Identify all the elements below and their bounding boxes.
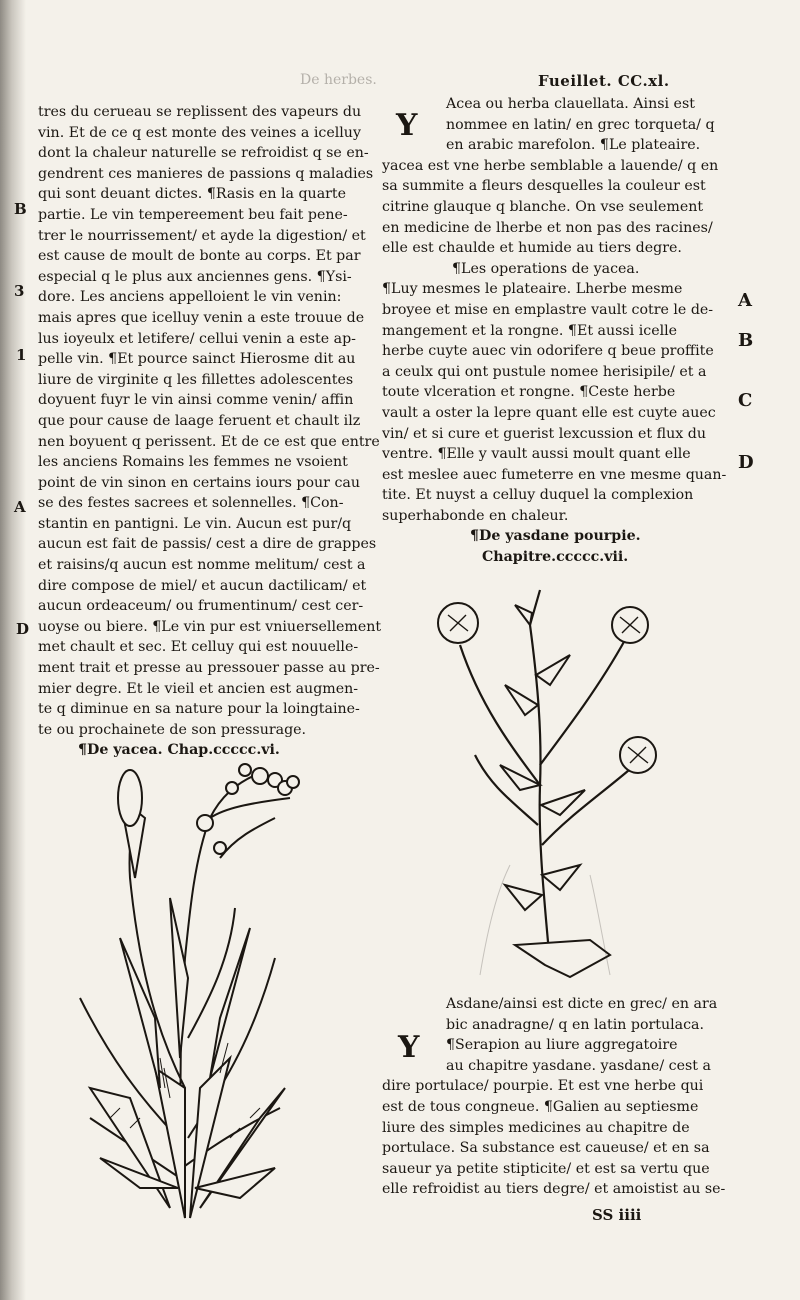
text-line: liure de virginite q les fillettes adolescentes [38, 371, 354, 388]
text-line: especial q le plus aux anciennes gens. ¶Ysi- [38, 268, 352, 285]
page-gutter-shadow [0, 0, 26, 1300]
text-line: au chapitre yasdane. yasdane/ cest a [446, 1057, 711, 1074]
text-line: trer le nourrissement/ et ayde la digestion/ et [38, 227, 366, 244]
drop-initial: Y [398, 1030, 420, 1065]
text-line: est de tous congneue. ¶Galien au septiesme [382, 1098, 699, 1115]
text-line: herbe cuyte auec vin odorifere q beue proffite [382, 343, 714, 360]
text-line: gendrent ces manieres de passions q maladies [38, 165, 374, 182]
text-line: yacea est vne herbe semblable a lauende/ q en [382, 157, 719, 174]
text-line: et raisins/q aucun est nomme melitum/ cest a [38, 557, 366, 574]
text-line: que pour cause de laage feruent et chault ilz [38, 412, 361, 429]
text-line: te q diminue en sa nature pour la loingtaine- [38, 701, 360, 718]
margin-note: D [16, 620, 30, 638]
text-line: nommee en latin/ en grec torqueta/ q [446, 116, 715, 133]
chapter-heading: ¶De yacea. Chap.ccccc.vi. [78, 742, 280, 759]
section-heading: ¶Les operations de yacea. [452, 260, 640, 277]
text-line: broyee et mise en emplastre vault cotre le de- [382, 301, 714, 318]
text-line: les anciens Romains les femmes ne vsoient [38, 454, 348, 471]
text-line: vin. Et de ce q est monte des veines a icelluy [38, 124, 361, 141]
text-line: vin/ et si cure et guerist lexcussion et flux du [382, 425, 706, 442]
running-title-faint: De herbes. [300, 72, 377, 88]
text-line: dire portulace/ pourpie. Et est vne herbe qui [382, 1078, 704, 1095]
margin-note: B [14, 200, 27, 218]
right-lower-text [382, 994, 730, 1200]
yacea-plant-woodcut [60, 758, 310, 1228]
text-line: ventre. ¶Elle y vault aussi moult quant elle [382, 446, 691, 463]
text-line: tres du cerueau se replissent des vapeurs du [38, 104, 362, 120]
text-line: Acea ou herba clauellata. Ainsi est [446, 96, 695, 112]
text-line: doyuent fuyr le vin ainsi comme venin/ affin [38, 392, 354, 409]
text-line: aucun est fait de passis/ cest a dire de grappes [38, 536, 377, 553]
margin-letter-b: B [738, 330, 754, 351]
text-line: saueur ya petite stipticite/ et est sa vertu que [382, 1160, 710, 1177]
left-column-text [38, 102, 382, 761]
text-line: a ceulx qui ont pustule nomee herisipile/ et a [382, 363, 707, 380]
text-line: mangement et la rongne. ¶Et aussi icelle [382, 322, 678, 339]
text-line: superhabonde en chaleur. [382, 507, 569, 524]
text-line: partie. Le vin tempereement beu fait pene- [38, 206, 348, 223]
text-line: mier degre. Et le vieil et ancien est augmen- [38, 680, 359, 697]
text-line: se des festes sacrees et solennelles. ¶Con- [38, 495, 344, 512]
text-line: nen boyuent q perissent. Et de ce est que entre [38, 433, 380, 450]
text-line: dont la chaleur naturelle se refroidist q se en- [38, 145, 369, 162]
text-line: point de vin sinon en certains iours pour cau [38, 474, 361, 491]
text-line: liure des simples medicines au chapitre de [382, 1119, 690, 1136]
chapter-heading: ¶De yasdane pourpie. [470, 528, 641, 545]
text-line: citrine glauque q blanche. On vse seulement [382, 198, 704, 215]
text-line: toute vlceration et rongne. ¶Ceste herbe [382, 384, 676, 401]
chapter-number: Chapitre.ccccc.vii. [482, 549, 629, 566]
text-line: est cause de moult de bonte au corps. Et par [38, 248, 361, 265]
margin-letter-c: C [738, 390, 753, 411]
text-line: aucun ordeaceum/ ou frumentinum/ cest cer- [38, 598, 364, 615]
text-line: est meslee auec fumeterre en vne mesme quan- [382, 466, 727, 483]
margin-note: A [14, 498, 26, 516]
text-line: ment trait et presse au pressouer passe au pre- [38, 660, 380, 677]
text-line: bic anadragne/ q en latin portulaca. [446, 1016, 705, 1033]
running-title: Fueillet. CC.xl. [538, 72, 670, 90]
drop-initial: Y [396, 108, 418, 143]
text-line: ¶Luy mesmes le plateaire. Lherbe mesme [382, 281, 683, 298]
text-line: Asdane/ainsi est dicte en grec/ en ara [446, 996, 718, 1012]
text-line: dore. Les anciens appelloient le vin venin: [38, 289, 342, 306]
text-line: met chault et sec. Et celluy qui est nouuelle- [38, 639, 359, 656]
margin-note: 3 [14, 282, 25, 300]
text-line: qui sont deuant dictes. ¶Rasis en la quarte [38, 186, 347, 203]
text-line: portulace. Sa substance est caueuse/ et en sa [382, 1140, 710, 1157]
text-line: stantin en pantigni. Le vin. Aucun est pur/q [38, 515, 352, 532]
pourpie-plant-woodcut [420, 585, 670, 985]
text-line: elle refroidist au tiers degre/ et amoistist au se- [382, 1181, 726, 1198]
margin-note: 1 [16, 346, 27, 364]
text-line: lus ioyeulx et letifere/ cellui venin a este ap- [38, 330, 356, 347]
text-line: vault a oster la lepre quant elle est cuyte auec [382, 404, 716, 421]
text-line: en medicine de lherbe et non pas des racines/ [382, 219, 713, 236]
text-line: te ou prochainete de son pressurage. [38, 721, 307, 738]
text-line: pelle vin. ¶Et pource sainct Hierosme dit au [38, 351, 356, 368]
text-line: mais apres que icelluy venin a este trouue de [38, 309, 365, 326]
text-line: sa summite a fleurs desquelles la couleur est [382, 178, 706, 195]
text-line: tite. Et nuyst a celluy duquel la complexion [382, 487, 694, 504]
signature-mark: SS iiii [592, 1206, 642, 1224]
text-line: ¶Serapion au liure aggregatoire [446, 1037, 678, 1054]
text-line: en arabic marefolon. ¶Le plateaire. [446, 137, 701, 154]
text-line: dire compose de miel/ et aucun dactilicam/ et [38, 577, 367, 594]
right-column-text [382, 94, 730, 568]
margin-letter-a: A [738, 290, 752, 311]
margin-letter-d: D [738, 452, 754, 473]
text-line: elle est chaulde et humide au tiers degre. [382, 240, 682, 257]
text-line: uoyse ou biere. ¶Le vin pur est vniuersellement [38, 618, 382, 635]
